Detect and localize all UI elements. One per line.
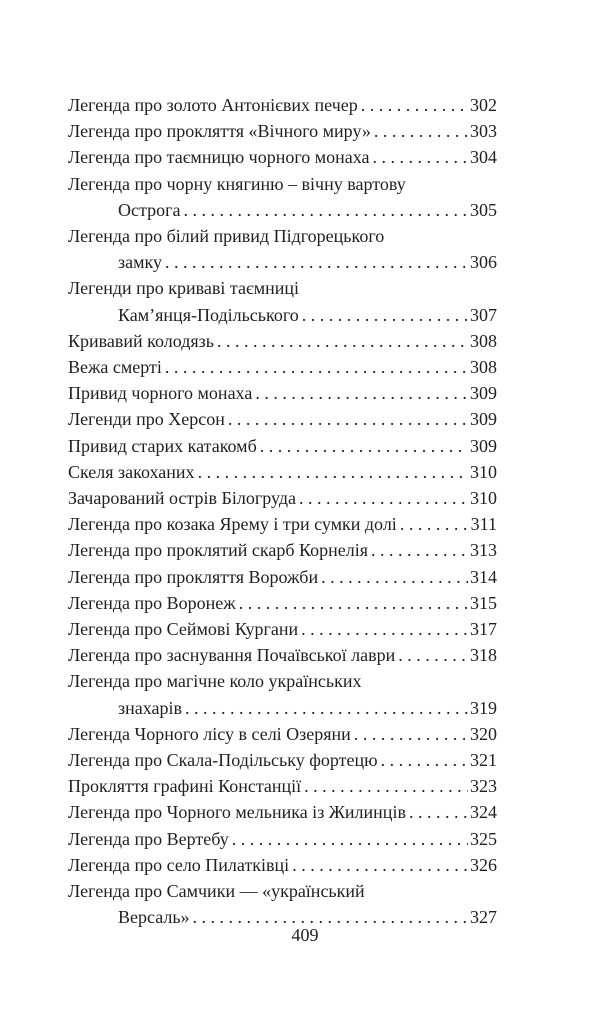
toc-entry-line xyxy=(68,118,497,144)
toc-entry xyxy=(68,144,497,170)
toc-entry-title: Легенда про заснування Почаївської лаври xyxy=(68,645,396,666)
toc-entry-page: 309 xyxy=(470,409,497,430)
toc-entry-line xyxy=(68,328,497,354)
dot-leader xyxy=(409,799,468,825)
toc-entry-title: Привид старих катакомб xyxy=(68,435,257,456)
toc-entry xyxy=(68,511,497,537)
toc-entry-title: Легенда про Вертебу xyxy=(68,828,229,849)
toc-entry-first-line xyxy=(68,878,497,904)
toc-entry-title: Легенда про село Пилатківці xyxy=(68,854,290,875)
dot-leader xyxy=(374,118,468,144)
toc-entry-title: Привид чорного монаха xyxy=(68,383,253,404)
toc-entry xyxy=(68,171,497,223)
dot-leader xyxy=(255,380,468,406)
toc-entry-page: 327 xyxy=(470,907,497,928)
toc-entry-page: 303 xyxy=(470,121,497,142)
dot-leader xyxy=(301,616,468,642)
toc-entry-line xyxy=(68,590,497,616)
toc-entry-title: Скеля закоханих xyxy=(68,461,195,482)
toc-entry xyxy=(68,852,497,878)
toc-entry-title: Легенда про білий привид Підгорецького xyxy=(68,226,385,247)
toc-entry-line xyxy=(68,380,497,406)
dot-leader xyxy=(400,511,469,537)
toc-entry-page: 318 xyxy=(470,645,497,666)
toc-entry-continuation-line xyxy=(68,695,497,721)
toc-entry-page: 304 xyxy=(470,147,497,168)
toc-entry-page: 323 xyxy=(470,776,497,797)
toc-entry-title: Легенда про Чорного мельника із Жилинців xyxy=(68,802,406,823)
toc-entry-page: 302 xyxy=(470,95,497,115)
toc-entry-continuation-line xyxy=(68,302,497,328)
toc-entry xyxy=(68,747,497,773)
toc-entry-page: 313 xyxy=(470,540,497,561)
toc-entry xyxy=(68,590,497,616)
toc-entry-title: Легенда про проклятий скарб Корнелія xyxy=(68,540,368,561)
dot-leader xyxy=(217,328,468,354)
toc-entry-line xyxy=(68,144,497,170)
toc-entry xyxy=(68,406,497,432)
toc-entry-first-line xyxy=(68,223,497,249)
toc-entry-page: 319 xyxy=(470,697,497,718)
toc-entry xyxy=(68,564,497,590)
toc-entry-page: 314 xyxy=(470,566,497,587)
toc-entry xyxy=(68,721,497,747)
toc-entry-line xyxy=(68,459,497,485)
toc-entry-page: 315 xyxy=(470,592,497,613)
toc-entry-page: 321 xyxy=(470,750,497,771)
toc-entry-line xyxy=(68,406,497,432)
toc-entry-line xyxy=(68,642,497,668)
toc-entry-title: Легенда про Скала-Подільську фортецю xyxy=(68,750,378,771)
dot-leader xyxy=(302,302,468,328)
toc-entry-first-line xyxy=(68,668,497,694)
toc-entry-line xyxy=(68,537,497,563)
dot-leader xyxy=(165,354,468,380)
toc-entry-continuation-line xyxy=(68,249,497,275)
toc-entry-page: 325 xyxy=(470,828,497,849)
toc-entry-line xyxy=(68,852,497,878)
toc-entry xyxy=(68,616,497,642)
toc-entry xyxy=(68,773,497,799)
dot-leader xyxy=(299,485,468,511)
toc-entry xyxy=(68,328,497,354)
toc-entry xyxy=(68,485,497,511)
toc-entry xyxy=(68,118,497,144)
toc-entry-title: Легенда про прокляття Ворожби xyxy=(68,566,319,587)
dot-leader xyxy=(260,433,468,459)
toc-entry xyxy=(68,92,497,118)
toc-entry-title-continuation: Кам’янця-Подільського xyxy=(118,304,299,325)
page-number: 409 xyxy=(291,925,319,945)
toc-entry-title: Легенди про Херсон xyxy=(68,409,225,430)
dot-leader xyxy=(381,747,468,773)
toc-entry-page: 311 xyxy=(470,514,497,535)
toc-entry-title: Легенда Чорного лісу в селі Озеряни xyxy=(68,723,351,744)
toc-entry-title: Легенда про таємницю чорного монаха xyxy=(68,147,370,168)
dot-leader xyxy=(354,721,468,747)
dot-leader xyxy=(321,564,468,590)
toc-entry-line xyxy=(68,616,497,642)
toc-entry-title: Легенда про прокляття «Вічного миру» xyxy=(68,121,371,142)
toc-entry xyxy=(68,354,497,380)
dot-leader xyxy=(183,197,468,223)
toc-entry xyxy=(68,275,497,327)
toc-entry-title: Зачарований острів Білогруда xyxy=(68,488,296,509)
toc-entry-title-continuation: Острога xyxy=(118,199,181,220)
toc-entry-first-line xyxy=(68,171,497,197)
toc-entry-page: 310 xyxy=(470,488,497,509)
toc-entry-title: Легенда про Сеймові Кургани xyxy=(68,619,299,640)
toc-entry-title: Прокляття графині Констанції xyxy=(68,776,302,797)
toc-entry-title-continuation: Версаль» xyxy=(118,907,190,928)
table-of-contents xyxy=(68,92,497,931)
toc-entry-continuation-line xyxy=(68,197,497,223)
toc-entry xyxy=(68,537,497,563)
toc-entry-title-continuation: знахарів xyxy=(118,697,182,718)
toc-entry-page: 305 xyxy=(470,199,497,220)
toc-entry-page: 307 xyxy=(470,304,497,325)
toc-entry-title: Легенда про Самчики — «український xyxy=(68,881,365,902)
toc-entry-first-line xyxy=(68,275,497,301)
toc-entry-page: 310 xyxy=(470,461,497,482)
toc-entry xyxy=(68,826,497,852)
toc-entry-line xyxy=(68,721,497,747)
toc-entry xyxy=(68,799,497,825)
dot-leader xyxy=(239,590,468,616)
toc-entry-line xyxy=(68,433,497,459)
toc-entry-title: Легенда про козака Ярему і три сумки долі xyxy=(68,514,397,535)
toc-entry-page: 306 xyxy=(470,252,497,273)
dot-leader xyxy=(165,249,468,275)
toc-entry-line xyxy=(68,564,497,590)
dot-leader xyxy=(371,537,468,563)
dot-leader xyxy=(292,852,468,878)
toc-entry-page: 326 xyxy=(470,854,497,875)
toc-entry-line xyxy=(68,92,497,118)
toc-entry-page: 324 xyxy=(470,802,497,823)
toc-entry-title: Легенда про Воронеж xyxy=(68,592,236,613)
dot-leader xyxy=(361,92,468,118)
dot-leader xyxy=(198,459,468,485)
toc-entry-line xyxy=(68,773,497,799)
toc-entry-page: 308 xyxy=(470,357,497,378)
toc-entry xyxy=(68,459,497,485)
dot-leader xyxy=(185,695,468,721)
toc-entry-title: Легенда про чорну княгиню – вічну вартову xyxy=(68,173,406,194)
toc-entry-page: 309 xyxy=(470,383,497,404)
toc-entry-line xyxy=(68,799,497,825)
toc-entry-line xyxy=(68,354,497,380)
toc-entry-page: 317 xyxy=(470,619,497,640)
toc-entry-title: Кривавий колодязь xyxy=(68,330,214,351)
toc-entry-line xyxy=(68,747,497,773)
toc-entry xyxy=(68,223,497,275)
toc-entry xyxy=(68,668,497,720)
toc-entry-title: Легенди про криваві таємниці xyxy=(68,278,299,299)
dot-leader xyxy=(373,144,468,170)
toc-entry-line xyxy=(68,826,497,852)
toc-entry-line xyxy=(68,485,497,511)
toc-entry-page: 308 xyxy=(470,330,497,351)
toc-entry xyxy=(68,433,497,459)
toc-entry xyxy=(68,380,497,406)
toc-entry-page: 309 xyxy=(470,435,497,456)
toc-entry-title-continuation: замку xyxy=(118,252,162,273)
toc-entry-title: Легенда про магічне коло українських xyxy=(68,671,362,692)
toc-entry xyxy=(68,878,497,930)
toc-entry-line xyxy=(68,511,497,537)
dot-leader xyxy=(304,773,468,799)
toc-entry-title: Вежа смерті xyxy=(68,357,162,378)
dot-leader xyxy=(398,642,468,668)
dot-leader xyxy=(232,826,468,852)
dot-leader xyxy=(228,406,468,432)
toc-entry-title: Легенда про золото Антонієвих печер xyxy=(68,95,358,115)
toc-entry-page: 320 xyxy=(470,723,497,744)
toc-entry xyxy=(68,642,497,668)
